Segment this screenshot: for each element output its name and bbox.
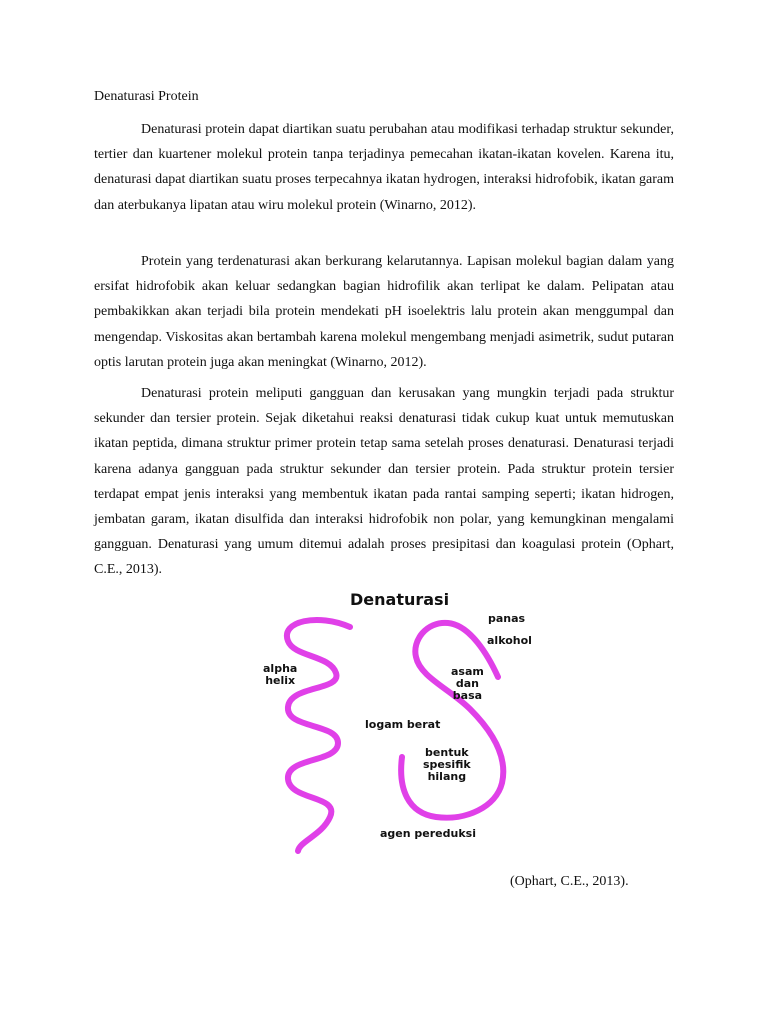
label-panas: panas: [488, 612, 526, 625]
label-alkohol: alkohol: [487, 634, 532, 647]
label-asam-dan-basa: asam dan basa: [451, 665, 484, 702]
label-alpha-helix: alpha helix: [263, 662, 298, 687]
label-logam-berat: logam berat: [365, 718, 441, 731]
paragraph-2: Protein yang terdenaturasi akan berkurang kelarutannya. Lapisan molekul bagian dalam yang ersifat hidrofobik akan keluar sedangkan bagian hidrofilik akan terlipat ke dalam. Pelipatan atau pembakikkan akan terjadi bila protein mendekati pH isoelektris lalu protein akan menggumpal dan mengendap. Viskositas akan bertambah karena molekul mengembang menjadi asimetrik, sudut putaran optis larutan protein juga akan meningkat (Winarno, 2012).: [94, 254, 674, 370]
document-title: Denaturasi Protein: [94, 89, 199, 104]
figure-caption: (Ophart, C.E., 2013).: [510, 874, 629, 889]
label-bentuk-spesifik-hilang: bentuk spesifik hilang: [423, 746, 471, 783]
label-agen-pereduksi: agen pereduksi: [380, 827, 476, 840]
denaturation-figure: [230, 585, 530, 860]
figure-title: Denaturasi: [350, 590, 450, 609]
alpha-helix-strand: [287, 620, 350, 851]
paragraph-1: Denaturasi protein dapat diartikan suatu perubahan atau modifikasi terhadap struktur sekunder, tertier dan kuartener molekul protein tanpa terjadinya pemecahan ikatan-ikatan kovelen. Karena itu, denaturasi dapat diartikan suatu proses terpecahnya ikatan hydrogen, interaksi hidrofobik, ikatan garam dan aterbukanya lipatan atau wiru molekul protein (Winarno, 2012).: [94, 122, 674, 213]
paragraph-3: Denaturasi protein meliputi gangguan dan kerusakan yang mungkin terjadi pada struktur sekunder dan tersier protein. Sejak diketahui reaksi denaturasi tidak cukup kuat untuk memutuskan ikatan peptida, dimana struktur primer protein tetap sama setelah proses denaturasi. Denaturasi terjadi karena adanya gangguan pada struktur sekunder dan tersier protein. Pada struktur protein tersier terdapat empat jenis interaksi yang membentuk ikatan pada rantai samping seperti; ikatan hidrogen, jembatan garam, ikatan disulfida dan interaksi hidrofobik non polar, yang kemungkinan mengalami gangguan. Denaturasi yang umum ditemui adalah proses presipitasi dan koagulasi protein (Ophart, C.E., 2013).: [94, 386, 674, 578]
